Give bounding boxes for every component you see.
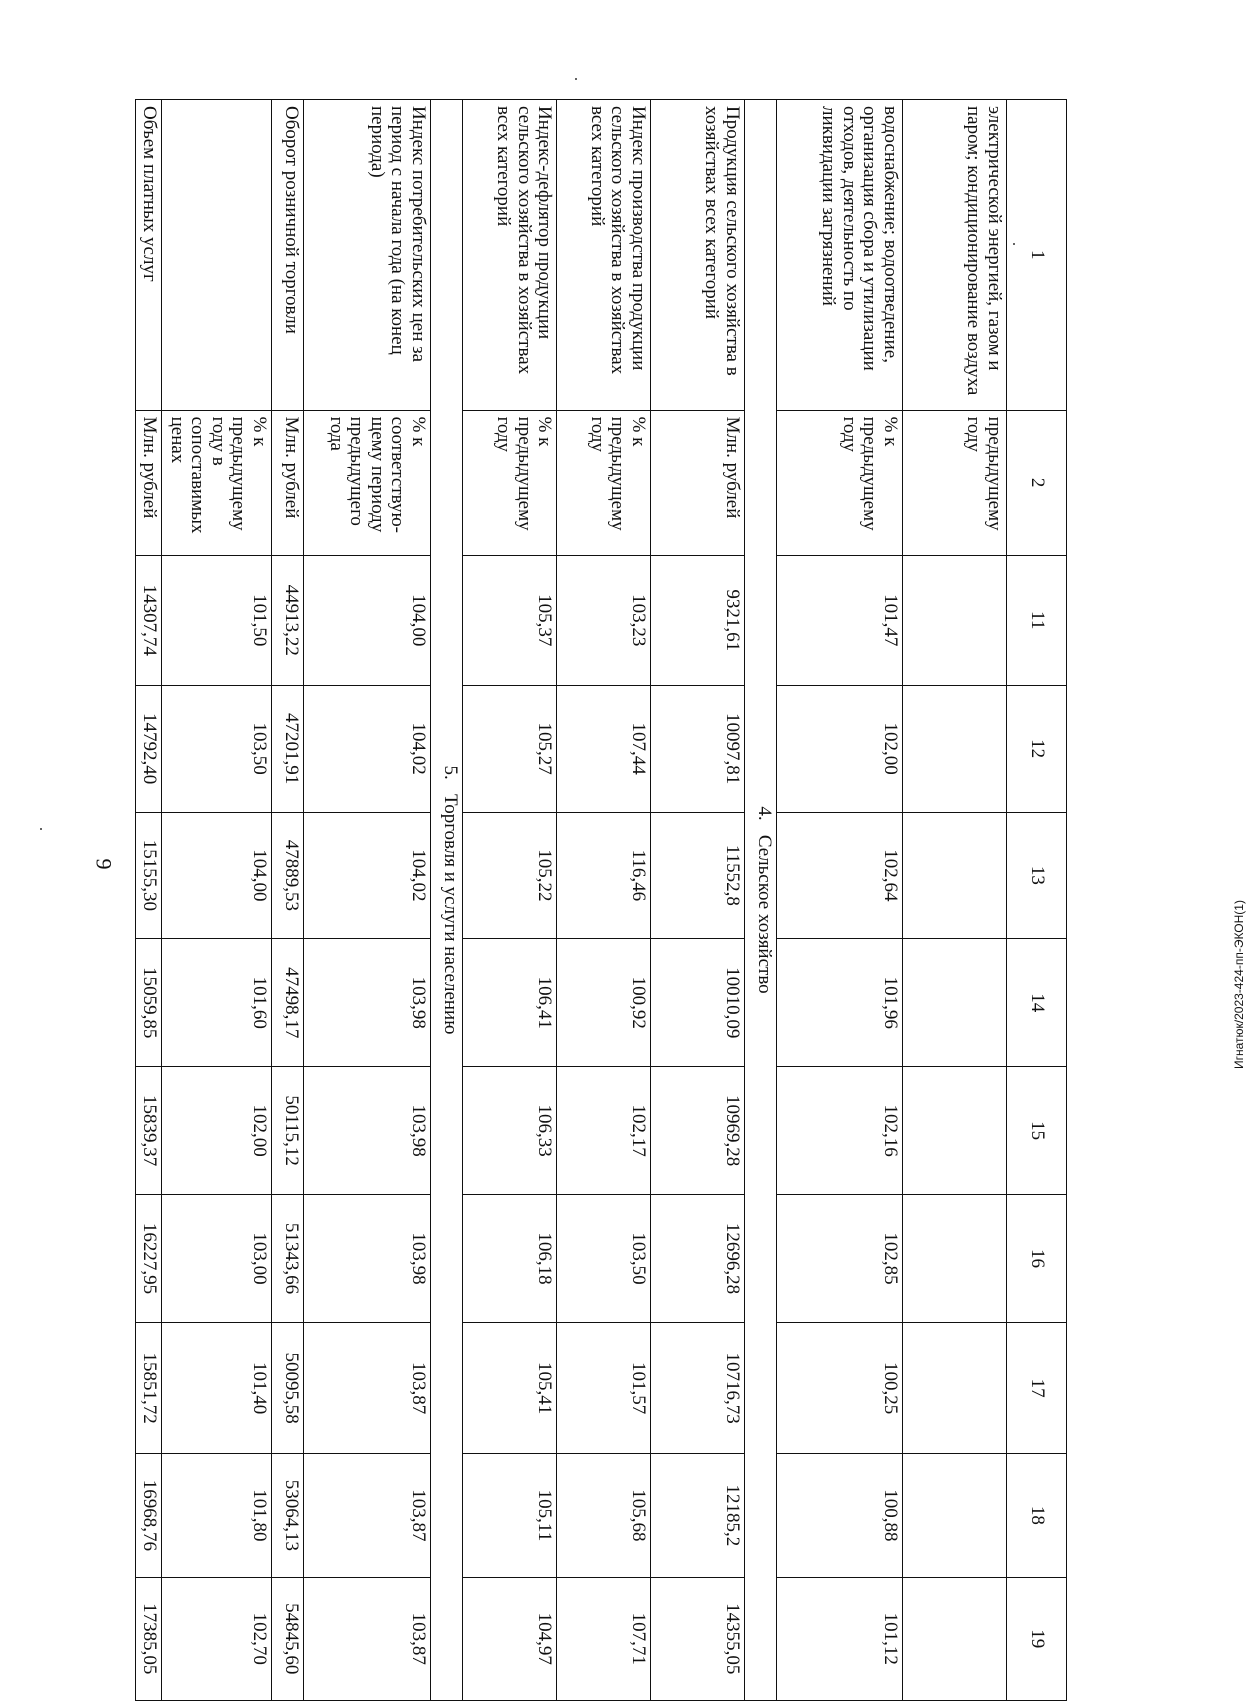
value-cell: 105,37 [463, 555, 557, 685]
unit-cell: % к предыдущему году [463, 410, 557, 555]
unit-cell: % к предыдущему году [557, 410, 651, 555]
table-header-row [1006, 100, 1066, 1701]
value-cell: 103,50 [557, 1195, 651, 1323]
value-cell: 104,00 [162, 812, 272, 939]
value-cell: 105,22 [463, 812, 557, 939]
table-row [902, 100, 1006, 1701]
value-cell: 17385,05 [136, 1577, 162, 1700]
value-cell: 54845,60 [271, 1577, 304, 1700]
value-cell: 103,87 [304, 1322, 430, 1453]
value-cell: 47889,53 [271, 812, 304, 939]
value-cell [902, 1322, 1006, 1453]
value-cell: 10097,81 [651, 685, 745, 812]
section-label: Сельское хозяйство [754, 834, 776, 994]
table-row [463, 100, 557, 1701]
scan-speck [40, 828, 42, 830]
value-cell [902, 1195, 1006, 1323]
value-cell: 103,98 [304, 939, 430, 1067]
value-cell: 44913,22 [271, 555, 304, 685]
column-header: 11 [1006, 555, 1066, 685]
value-cell: 105,27 [463, 685, 557, 812]
value-cell: 104,00 [304, 555, 430, 685]
value-cell [902, 555, 1006, 685]
section-number: 4. [754, 806, 776, 821]
table-row [162, 100, 272, 1701]
value-cell: 51343,66 [271, 1195, 304, 1323]
value-cell [902, 685, 1006, 812]
value-cell: 16227,95 [136, 1195, 162, 1323]
value-cell: 103,98 [304, 1067, 430, 1195]
value-cell: 15059,85 [136, 939, 162, 1067]
column-header: 13 [1006, 812, 1066, 939]
value-cell: 102,00 [777, 685, 902, 812]
value-cell: 102,64 [777, 812, 902, 939]
unit-cell: % к предыдущему году в сопоставимых ценах [162, 410, 272, 555]
value-cell: 103,87 [304, 1577, 430, 1700]
value-cell: 102,70 [162, 1577, 272, 1700]
value-cell: 104,02 [304, 812, 430, 939]
value-cell: 101,80 [162, 1454, 272, 1577]
column-header: 2 [1006, 410, 1066, 555]
value-cell: 47201,91 [271, 685, 304, 812]
table-row [557, 100, 651, 1701]
value-cell: 101,50 [162, 555, 272, 685]
value-cell [902, 1577, 1006, 1700]
value-cell: 101,57 [557, 1322, 651, 1453]
value-cell: 105,68 [557, 1454, 651, 1577]
statistics-table-wrapper [135, 99, 1067, 1701]
value-cell: 14355,05 [651, 1577, 745, 1700]
value-cell [902, 939, 1006, 1067]
value-cell: 101,47 [777, 555, 902, 685]
value-cell: 103,23 [557, 555, 651, 685]
value-cell: 102,85 [777, 1195, 902, 1323]
value-cell: 12185,2 [651, 1454, 745, 1577]
section-row [430, 100, 463, 1701]
value-cell: 10010,09 [651, 939, 745, 1067]
value-cell: 50115,12 [271, 1067, 304, 1195]
unit-cell: предыдущему году [902, 410, 1006, 555]
scan-speck [575, 78, 577, 80]
value-cell: 116,46 [557, 812, 651, 939]
indicator-cell: Продукция сельского хозяйства в хозяйствах всех категорий [651, 100, 745, 411]
indicator-cell: Оборот розничной торговли [271, 100, 304, 411]
indicator-cell: Индекс производства продукции сельского хозяйства в хозяйствах всех категорий [557, 100, 651, 411]
unit-cell: Млн. рублей [136, 410, 162, 555]
value-cell: 101,12 [777, 1577, 902, 1700]
document-code: Игнатюк/2023-424-пп-ЭКОН(1) [1232, 900, 1246, 1069]
value-cell: 105,41 [463, 1322, 557, 1453]
value-cell: 16968,76 [136, 1454, 162, 1577]
value-cell: 14307,74 [136, 555, 162, 685]
column-header: 17 [1006, 1322, 1066, 1453]
column-header: 15 [1006, 1067, 1066, 1195]
value-cell: 10716,73 [651, 1322, 745, 1453]
section-row [744, 100, 777, 1701]
column-header: 12 [1006, 685, 1066, 812]
value-cell: 11552,8 [651, 812, 745, 939]
value-cell: 104,97 [463, 1577, 557, 1700]
unit-cell: % к предыдущему году [777, 410, 902, 555]
indicator-cell: Объем платных услуг [136, 100, 162, 411]
value-cell: 100,92 [557, 939, 651, 1067]
value-cell: 15155,30 [136, 812, 162, 939]
statistics-table [135, 99, 1067, 1701]
column-header: 18 [1006, 1454, 1066, 1577]
page-number: 9 [91, 858, 117, 870]
value-cell: 15839,37 [136, 1067, 162, 1195]
indicator-cell: водоснабжение; водоотведение, организация сбора и утилизации отходов, деятельность по ликвидации загрязнений [777, 100, 902, 411]
value-cell: 100,88 [777, 1454, 902, 1577]
value-cell: 15851,72 [136, 1322, 162, 1453]
indicator-cell: Индекс потребительских цен за период с начала года (на конец периода) [304, 100, 430, 411]
value-cell: 14792,40 [136, 685, 162, 812]
table-row [651, 100, 745, 1701]
table-row [271, 100, 304, 1701]
value-cell: 107,71 [557, 1577, 651, 1700]
indicator-cell: электрической энергией, газом и паром; кондиционирование воздуха [902, 100, 1006, 411]
value-cell: 103,00 [162, 1195, 272, 1323]
table-row [304, 100, 430, 1701]
column-header: 19 [1006, 1577, 1066, 1700]
value-cell [902, 1454, 1006, 1577]
value-cell [902, 1067, 1006, 1195]
section-title [744, 100, 777, 1701]
value-cell: 104,02 [304, 685, 430, 812]
indicator-cell [162, 100, 272, 411]
table-body [136, 100, 1067, 1701]
indicator-cell: Индекс-дефлятор продукции сельского хозяйства в хозяйствах всех категорий [463, 100, 557, 411]
value-cell: 102,17 [557, 1067, 651, 1195]
value-cell: 100,25 [777, 1322, 902, 1453]
value-cell: 47498,17 [271, 939, 304, 1067]
value-cell: 102,16 [777, 1067, 902, 1195]
value-cell: 103,98 [304, 1195, 430, 1323]
section-label: Торговля и услуги населению [440, 794, 462, 1035]
value-cell: 107,44 [557, 685, 651, 812]
value-cell: 50095,58 [271, 1322, 304, 1453]
value-cell: 106,18 [463, 1195, 557, 1323]
value-cell: 53064,13 [271, 1454, 304, 1577]
unit-cell: % к соответствую-щему периоду предыдущего года [304, 410, 430, 555]
value-cell: 106,41 [463, 939, 557, 1067]
table-row [777, 100, 902, 1701]
value-cell: 10969,28 [651, 1067, 745, 1195]
value-cell: 9321,61 [651, 555, 745, 685]
value-cell: 101,96 [777, 939, 902, 1067]
value-cell: 106,33 [463, 1067, 557, 1195]
value-cell: 105,11 [463, 1454, 557, 1577]
value-cell: 101,60 [162, 939, 272, 1067]
section-title [430, 100, 463, 1701]
table-row [136, 100, 162, 1701]
column-header: 1 [1006, 100, 1066, 411]
column-header: 16 [1006, 1195, 1066, 1323]
value-cell: 101,40 [162, 1322, 272, 1453]
value-cell [902, 812, 1006, 939]
section-number: 5. [440, 765, 462, 780]
unit-cell: Млн. рублей [271, 410, 304, 555]
value-cell: 103,87 [304, 1454, 430, 1577]
column-header: 14 [1006, 939, 1066, 1067]
value-cell: 103,50 [162, 685, 272, 812]
value-cell: 12696,28 [651, 1195, 745, 1323]
value-cell: 102,00 [162, 1067, 272, 1195]
unit-cell: Млн. рублей [651, 410, 745, 555]
